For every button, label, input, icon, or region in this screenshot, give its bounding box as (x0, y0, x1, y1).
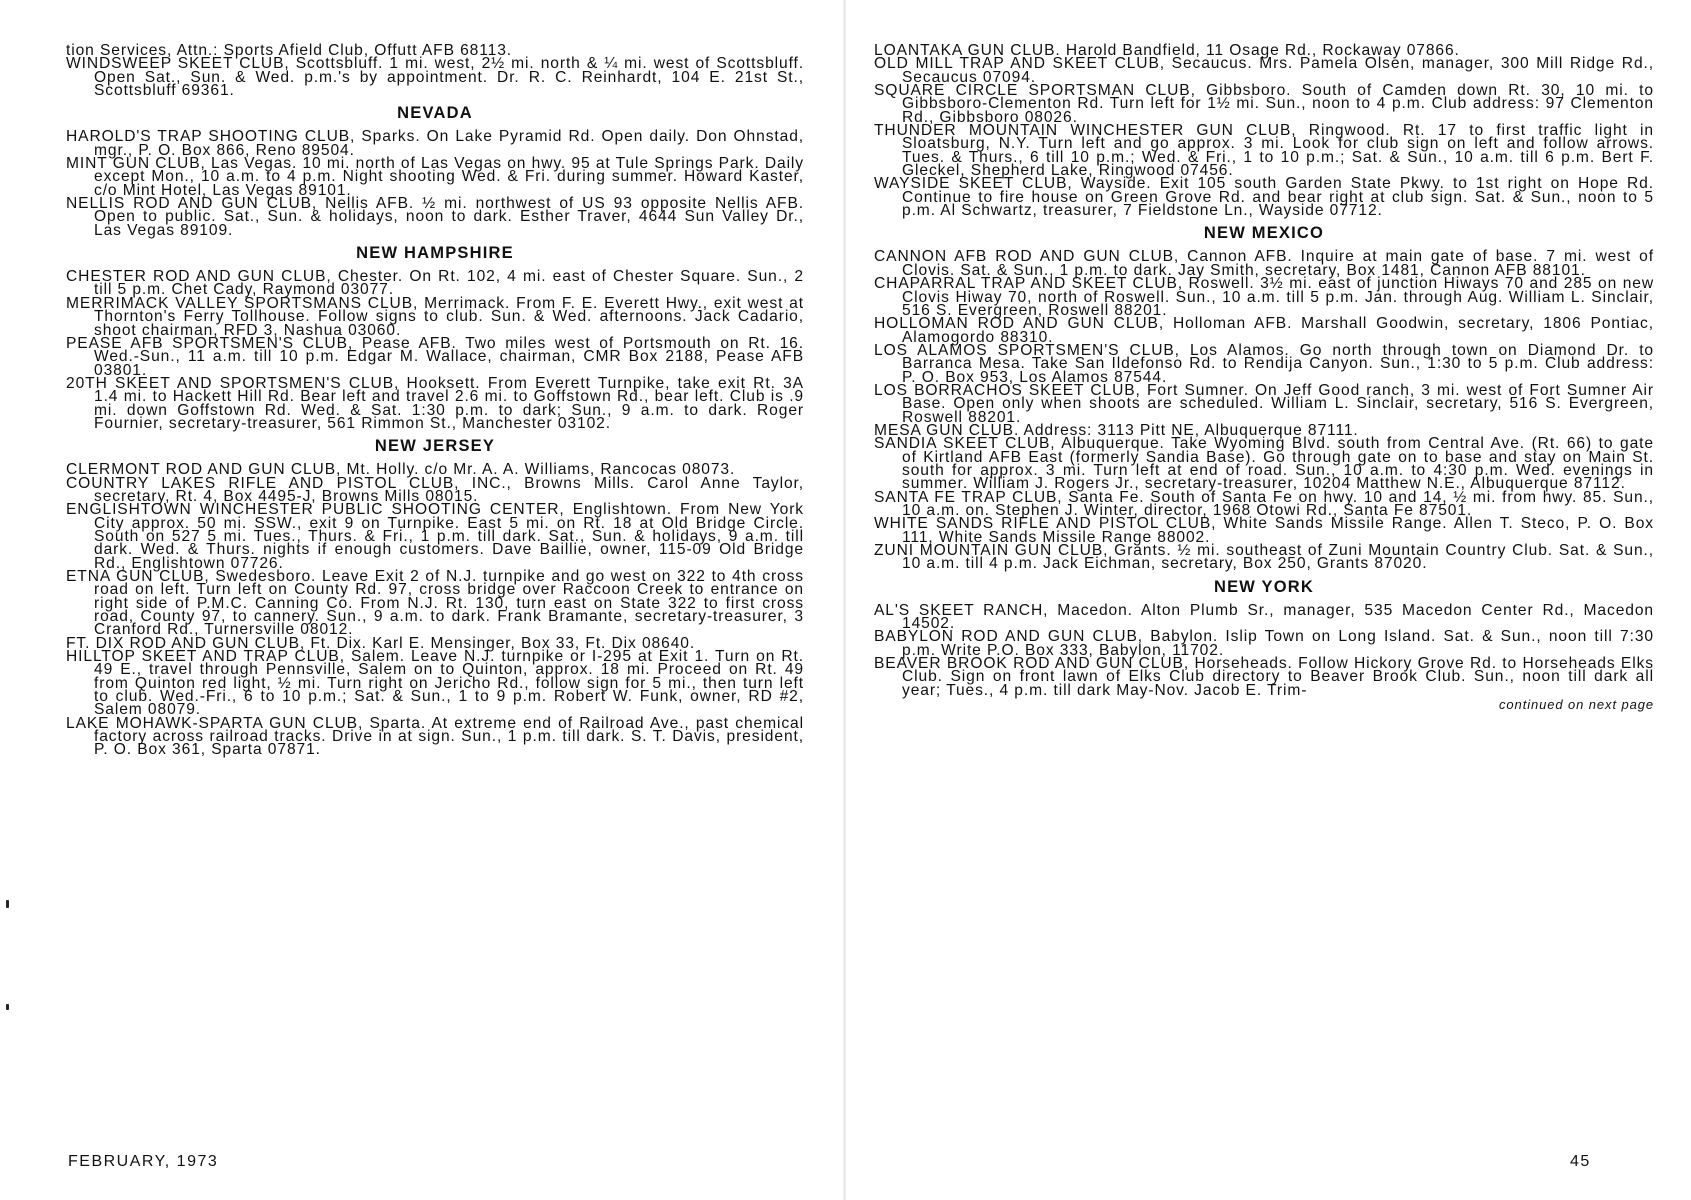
club-entry: BEAVER BROOK ROD AND GUN CLUB, Horseheads. Follow Hickory Grove Rd. to Horseheads Elks Club. Sign on front lawn of Elks Club directory to Beaver Brook Club. Sun., noon till dark all year; Tues., 4 p.m. till dark May-Nov. Jacob E. Trim- (874, 655, 1654, 699)
right-page (846, 0, 1691, 1200)
club-entry: CANNON AFB ROD AND GUN CLUB, Cannon AFB. Inquire at main gate of base. 7 mi. west of Clovis. Sat. & Sun., 1 p.m. to dark. Jay Smith, secretary, Box 1481, Cannon AFB 88101. (874, 248, 1654, 279)
state-heading-new-york: NEW YORK (1213, 577, 1315, 596)
club-entry: CHAPARRAL TRAP AND SKEET CLUB, Roswell. 3½ mi. east of junction Hiways 70 and 285 on new Clovis Hiway 70, north of Roswell. Sun., 10 a.m. till 5 p.m. Jan. through Aug. William L. Sinclair, 516 S. Evergreen, Roswell 88201. (874, 275, 1654, 319)
club-entry: THUNDER MOUNTAIN WINCHESTER GUN CLUB, Ringwood. Rt. 17 to first traffic light in Sloatsburg, N.Y. Turn left and go approx. 3 mi. Look for club sign on left and follow arrows. Tues. & Thurs., 6 till 10 p.m.; Wed. & Fri., 1 to 10 p.m.; Sat. & Sun., 10 a.m. till 6 p.m. Bert F. Gleckel, Shepherd Lake, Ringwood 07456. (874, 122, 1654, 180)
club-entry: CLERMONT ROD AND GUN CLUB, Mt. Holly. c/o Mr. A. A. Williams, Rancocas 08073. (66, 461, 736, 479)
club-entry: LAKE MOHAWK-SPARTA GUN CLUB, Sparta. At extreme end of Railroad Ave., past chemical factory across railroad tracks. Drive in at sign. Sun., 1 p.m. till dark. S. T. Davis, president, P. O. Box 361, Sparta 07871. (66, 714, 804, 759)
club-entry: LOS BORRACHOS SKEET CLUB, Fort Sumner. On Jeff Good ranch, 3 mi. west of Fort Sumner Air Base. Open only when shoots are scheduled. William L. Sinclair, secretary, 516 S. Evergreen, Roswell 88201. (874, 381, 1654, 426)
club-entry: MESA GUN CLUB. Address: 3113 Pitt NE, Albuquerque 87111. (874, 421, 1359, 439)
club-entry: NELLIS ROD AND GUN CLUB, Nellis AFB. ½ mi. northwest of US 93 opposite Nellis AFB. Open to public. Sat., Sun. & holidays, noon to dark. Esther Traver, 4644 Sun Valley Dr., Las Vegas 89109. (66, 195, 804, 239)
club-entry: WAYSIDE SKEET CLUB, Wayside. Exit 105 south Garden State Pkwy. to 1st right on Hope Rd. Continue to fire house on Green Grove Rd. and bear right at club sign. Sat. & Sun., noon to 5 p.m. Al Schwartz, treasurer, 7 Fieldstone Ln., Wayside 07712. (874, 175, 1654, 220)
right-column (874, 44, 1654, 711)
club-entry: HOLLOMAN ROD AND GUN CLUB, Holloman AFB. Marshall Goodwin, secretary, 1806 Pontiac, Alamogordo 88310. (874, 315, 1654, 346)
club-entry: WHITE SANDS RIFLE AND PISTOL CLUB, White Sands Missile Range. Allen T. Steco, P. O. Box 111, White Sands Missile Range 88002. (874, 515, 1654, 546)
club-entry: FT. DIX ROD AND GUN CLUB, Ft. Dix. Karl E. Mensinger, Box 33, Ft. Dix 08640. (66, 634, 696, 652)
club-entry: PEASE AFB SPORTSMEN'S CLUB, Pease AFB. Two miles west of Portsmouth on Rt. 16. Wed.-Sun., 11 a.m. till 10 p.m. Edgar M. Wallace, chairman, CMR Box 2188, Pease AFB 03801. (66, 334, 804, 379)
club-entry: SQUARE CIRCLE SPORTSMAN CLUB, Gibbsboro. South of Camden down Rt. 30, 10 mi. to Gibbsboro-Clementon Rd. Turn left for 1½ mi. Sun., noon to 4 p.m. Club address: 97 Clementon Rd., Gibbsboro 08026. (874, 82, 1654, 126)
page-number: 45 (1570, 1153, 1591, 1170)
club-entry: COUNTRY LAKES RIFLE AND PISTOL CLUB, INC., Browns Mills. Carol Anne Taylor, secretary, Rt. 4, Box 4495-J, Browns Mills 08015. (66, 474, 804, 505)
scan-speck (6, 1004, 9, 1010)
club-entry: SANTA FE TRAP CLUB, Santa Fe. South of Santa Fe on hwy. 10 and 14, ½ mi. from hwy. 85. Sun., 10 a.m. on. Stephen J. Winter, director, 1968 Otowi Rd., Santa Fe 87501. (874, 488, 1654, 519)
club-entry: ETNA GUN CLUB, Swedesboro. Leave Exit 2 of N.J. turnpike and go west on 322 to 4th cross road on left. Turn left on County Rd. 97, cross bridge over Raccoon Creek to entrance on right side of P.M.C. Canning Co. From N.J. Rt. 130, turn east on State 322 to first cross road, County 97, to cannery. Sun., 9 a.m. to dark. Frank Bramante, secretary-treasurer, 3 Cranford Rd., Turnersville 08012. (66, 568, 804, 639)
club-entry: LOANTAKA GUN CLUB. Harold Bandfield, 11 Osage Rd., Rockaway 07866. (874, 42, 1460, 59)
club-entry: LOS ALAMOS SPORTSMEN'S CLUB, Los Alamos. Go north through town on Diamond Dr. to Barranca Mesa. Take San Ildefonso Rd. to Rendija Canyon. Sun., 1:30 to 5 p.m. Club address: P. O. Box 953, Los Alamos 87544. (874, 341, 1654, 386)
club-entry: BABYLON ROD AND GUN CLUB, Babylon. Islip Town on Long Island. Sat. & Sun., noon till 7:30 p.m. Write P.O. Box 333, Babylon, 11702. (874, 628, 1654, 659)
issue-date-footer: FEBRUARY, 1973 (68, 1153, 219, 1170)
club-entry: WINDSWEEP SKEET CLUB, Scottsbluff. 1 mi. west, 2½ mi. north & ¼ mi. west of Scottsbluff. Open Sat., Sun. & Wed. p.m.'s by appointment. Dr. R. C. Reinhardt, 104 E. 21st St., Scottsbluff 69361. (66, 55, 804, 100)
continued-note: continued on next page (1499, 697, 1654, 713)
club-entry: OLD MILL TRAP AND SKEET CLUB, Secaucus. Mrs. Pamela Olsen, manager, 300 Mill Ridge Rd., Secaucus 07094. (874, 55, 1654, 86)
state-heading-new-mexico: NEW MEXICO (1203, 224, 1325, 243)
club-entry-continuation: tion Services, Attn.: Sports Afield Club, Offutt AFB 68113. (66, 42, 513, 59)
scan-speck (6, 900, 9, 908)
left-page (0, 0, 845, 1200)
state-heading-new-hampshire: NEW HAMPSHIRE (356, 244, 514, 263)
club-entry: MINT GUN CLUB, Las Vegas. 10 mi. north of Las Vegas on hwy. 95 at Tule Springs Park. Daily except Mon., 10 a.m. to 4 p.m. Night shooting Wed. & Fri. during summer. Howard Kaster, c/o Mint Hotel, Las Vegas 89101. (66, 155, 804, 199)
club-entry: SANDIA SKEET CLUB, Albuquerque. Take Wyoming Blvd. south from Central Ave. (Rt. 66) to gate of Kirtland AFB East (formerly Sandia Base). Go through gate on to base and stay on Main St. south for approx. 3 mi. Turn left at end of road. Sun., 10 a.m. to 4:30 p.m. Wed. evenings in summer. William J. Rogers Jr., secretary-treasurer, 10204 Matthew N.E., Albuquerque 87112. (874, 435, 1654, 493)
left-column (66, 44, 804, 757)
club-entry: MERRIMACK VALLEY SPORTSMANS CLUB, Merrimack. From F. E. Everett Hwy., exit west at Thornton's Ferry Tollhouse. Follow signs to club. Sun. & Wed. afternoons. Jack Cadario, shoot chairman, RFD 3, Nashua 03060. (66, 294, 804, 339)
club-entry: 20TH SKEET AND SPORTSMEN'S CLUB, Hooksett. From Everett Turnpike, take exit Rt. 3A 1.4 mi. to Hackett Hill Rd. Bear left and travel 2.6 mi. to Goffstown Rd., bear left. Club is .9 mi. down Goffstown Rd. Wed. & Sat. 1:30 p.m. to dark; Sun., 9 a.m. to dark. Roger Fournier, secretary-treasurer, 561 Rimmon St., Manchester 03102. (66, 374, 804, 432)
state-heading-new-jersey: NEW JERSEY (374, 437, 496, 456)
club-entry: HILLTOP SKEET AND TRAP CLUB, Salem. Leave N.J. turnpike or I-295 at Exit 1. Turn on Rt. 49 E., travel through Pennsville, Salem on to Quinton, approx. 18 mi. Proceed on Rt. 49 from Quinton red light, ½ mi. Turn right on Jericho Rd., follow sign for 5 mi., then turn left to club. Wed.-Fri., 6 to 10 p.m.; Sat. & Sun., 1 to 9 p.m. Robert W. Funk, owner, RD #2, Salem 08079. (66, 648, 804, 719)
club-entry: ZUNI MOUNTAIN GUN CLUB, Grants. ½ mi. southeast of Zuni Mountain Country Club. Sat. & Sun., 10 a.m. till 4 p.m. Jack Eichman, secretary, Box 250, Grants 87020. (874, 542, 1654, 573)
club-entry: HAROLD'S TRAP SHOOTING CLUB, Sparks. On Lake Pyramid Rd. Open daily. Don Ohnstad, mgr., P. O. Box 866, Reno 89504. (66, 128, 804, 159)
state-heading-nevada: NEVADA (397, 104, 473, 123)
club-entry: CHESTER ROD AND GUN CLUB, Chester. On Rt. 102, 4 mi. east of Chester Square. Sun., 2 till 5 p.m. Chet Cady, Raymond 03077. (66, 268, 804, 299)
club-entry: ENGLISHTOWN WINCHESTER PUBLIC SHOOTING CENTER, Englishtown. From New York City approx. 50 mi. SSW., exit 9 on Turnpike. East 5 mi. on Rt. 18 at Old Bridge Circle. South on 527 5 mi. Tues., Thurs. & Fri., 1 p.m. till dark. Sat., Sun. & holidays, 9 a.m. till dark. Wed. & Thurs. nights if enough customers. Dave Baillie, owner, 115-09 Old Bridge Rd., Englishtown 07726. (66, 501, 804, 572)
club-entry: AL'S SKEET RANCH, Macedon. Alton Plumb Sr., manager, 535 Macedon Center Rd., Macedon 14502. (874, 601, 1654, 633)
